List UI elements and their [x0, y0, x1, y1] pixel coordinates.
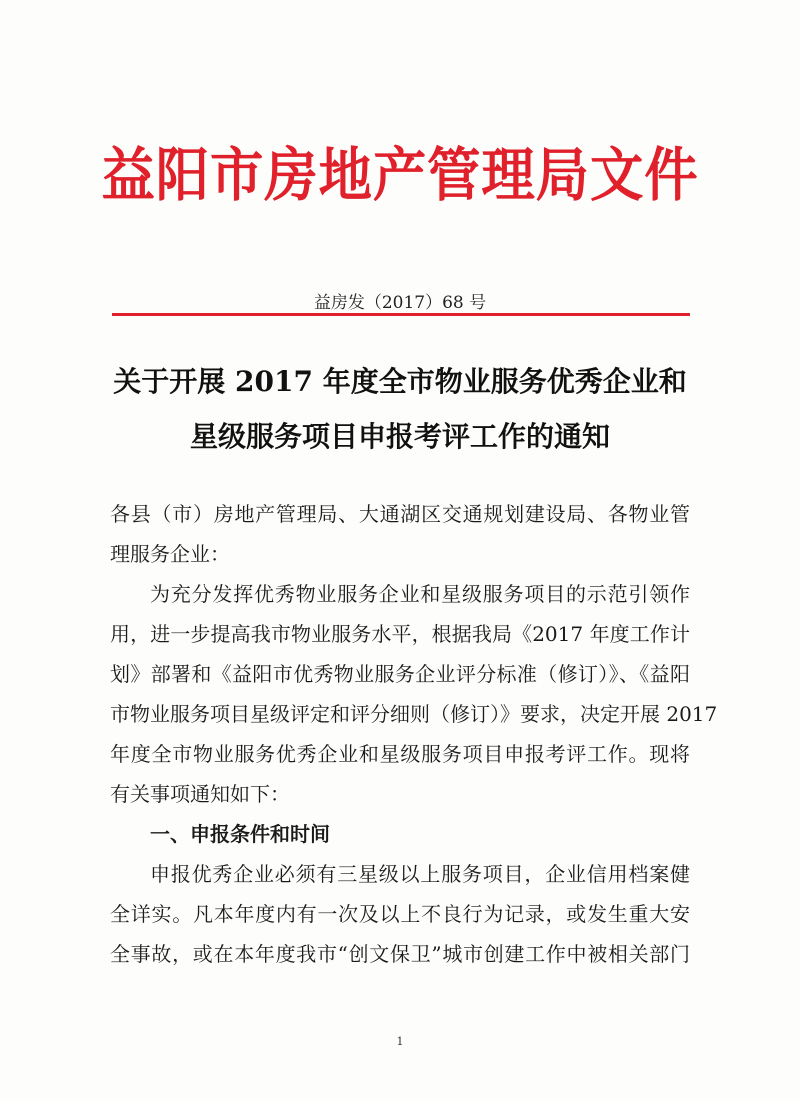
paragraph-1-line-4: 市物业服务项目星级评定和评分细则（修订）》要求，决定开展 2017	[110, 702, 718, 726]
addressee-line-2: 理服务企业：	[110, 542, 230, 566]
paragraph-1-line-2: 用，进一步提高我市物业服务水平，根据我局《2017 年度工作计	[110, 622, 690, 646]
notice-title-line-1: 关于开展 2017 年度全市物业服务优秀企业和	[113, 365, 687, 398]
addressee-line-1: 各县（市）房地产管理局、大通湖区交通规划建设局、各物业管	[110, 502, 690, 526]
letterhead-title: 益阳市房地产管理局文件	[101, 141, 699, 209]
paragraph-2-line-2: 全详实。凡本年度内有一次及以上不良行为记录，或发生重大安	[110, 902, 690, 926]
paragraph-1-line-6: 有关事项通知如下：	[110, 782, 290, 806]
paragraph-2-line-1: 申报优秀企业必须有三星级以上服务项目，企业信用档案健	[150, 862, 690, 886]
paragraph-1-line-1: 为充分发挥优秀物业服务企业和星级服务项目的示范引领作	[150, 582, 690, 606]
paragraph-2-line-3: 全事故，或在本年度我市“创文保卫”城市创建工作中被相关部门	[110, 942, 690, 966]
notice-title-line-2: 星级服务项目申报考评工作的通知	[189, 420, 610, 453]
letterhead-red-rule	[112, 313, 690, 316]
page-number: 1	[396, 1035, 404, 1048]
paragraph-1-line-3: 划》部署和《益阳市优秀物业服务企业评分标准（修订）》、《益阳	[110, 662, 690, 686]
document-number: 益房发（2017）68 号	[313, 293, 487, 313]
section-heading-1: 一、申报条件和时间	[150, 822, 330, 846]
paragraph-1-line-5: 年度全市物业服务优秀企业和星级服务项目申报考评工作。现将	[110, 742, 690, 766]
